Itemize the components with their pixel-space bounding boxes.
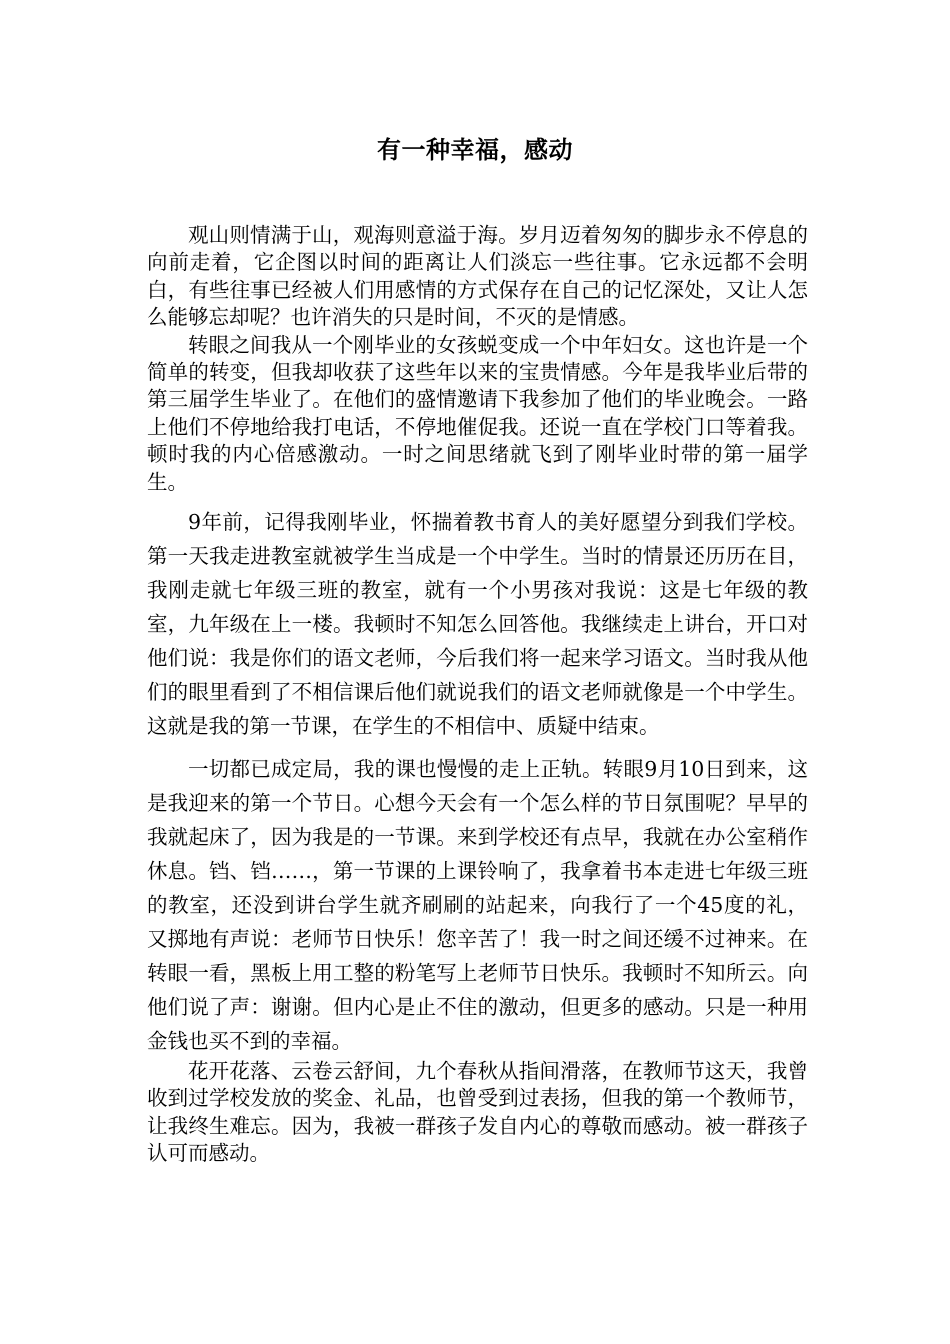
paragraph-5: 花开花落、云卷云舒间，九个春秋从指间滑落，在教师节这天，我曾收到过学校发放的奖金、礼品，也曾受到过表扬，但我的第一个教师节，让我终生难忘。因为，我被一群孩子发自内心的尊敬而感动。被一群孩子认可而感动。: [147, 1059, 808, 1166]
paragraph-3: 9年前，记得我刚毕业，怀揣着教书育人的美好愿望分到我们学校。第一天我走进教室就被学生当成是一个中学生。当时的情景还历历在目，我刚走就七年级三班的教室，就有一个小男孩对我说：这是七年级的教室，九年级在上一楼。我顿时不知怎么回答他。我继续走上讲台，开口对他们说：我是你们的语文老师，今后我们将一起来学习语文。当时我从他们的眼里看到了不相信课后他们就说我们的语文老师就像是一个中学生。这就是我的第一节课，在学生的不相信中、质疑中结束。: [147, 510, 808, 739]
document-title: 有一种幸福，感动: [377, 135, 573, 164]
document-body: [147, 222, 808, 1168]
paragraph-1: 观山则情满于山，观海则意溢于海。岁月迈着匆匆的脚步永不停息的向前走着，它企图以时间的距离让人们淡忘一些往事。它永远都不会明白，有些往事已经被人们用感情的方式保存在自己的记忆深处，又让人怎么能够忘却呢？也许消失的只是时间，不灭的是情感。: [147, 223, 808, 330]
paragraph-2: 转眼之间我从一个刚毕业的女孩蜕变成一个中年妇女。这也许是一个简单的转变，但我却收获了这些年以来的宝贵情感。今年是我毕业后带的第三届学生毕业了。在他们的盛情邀请下我参加了他们的毕业晚会。一路上他们不停地给我打电话，不停地催促我。还说一直在学校门口等着我。顿时我的内心倍感激动。一时之间思绪就飞到了刚毕业时带的第一届学生。: [147, 332, 808, 494]
paragraph-4: 一切都已成定局，我的课也慢慢的走上正轨。转眼9月10日到来，这是我迎来的第一个节日。心想今天会有一个怎么样的节日氛围呢？早早的我就起床了，因为我是的一节课。来到学校还有点早，我就在办公室稍作休息。铛、铛……，第一节课的上课铃响了，我拿着书本走进七年级三班的教室，还没到讲台学生就齐刷刷的站起来，向我行了一个45度的礼，又掷地有声说：老师节日快乐！您辛苦了！我一时之间还缓不过神来。在转眼一看，黑板上用工整的粉笔写上老师节日快乐。我顿时不知所云。向他们说了声：谢谢。但内心是止不住的激动，但更多的感动。只是一种用金钱也买不到的幸福。: [147, 757, 808, 1054]
